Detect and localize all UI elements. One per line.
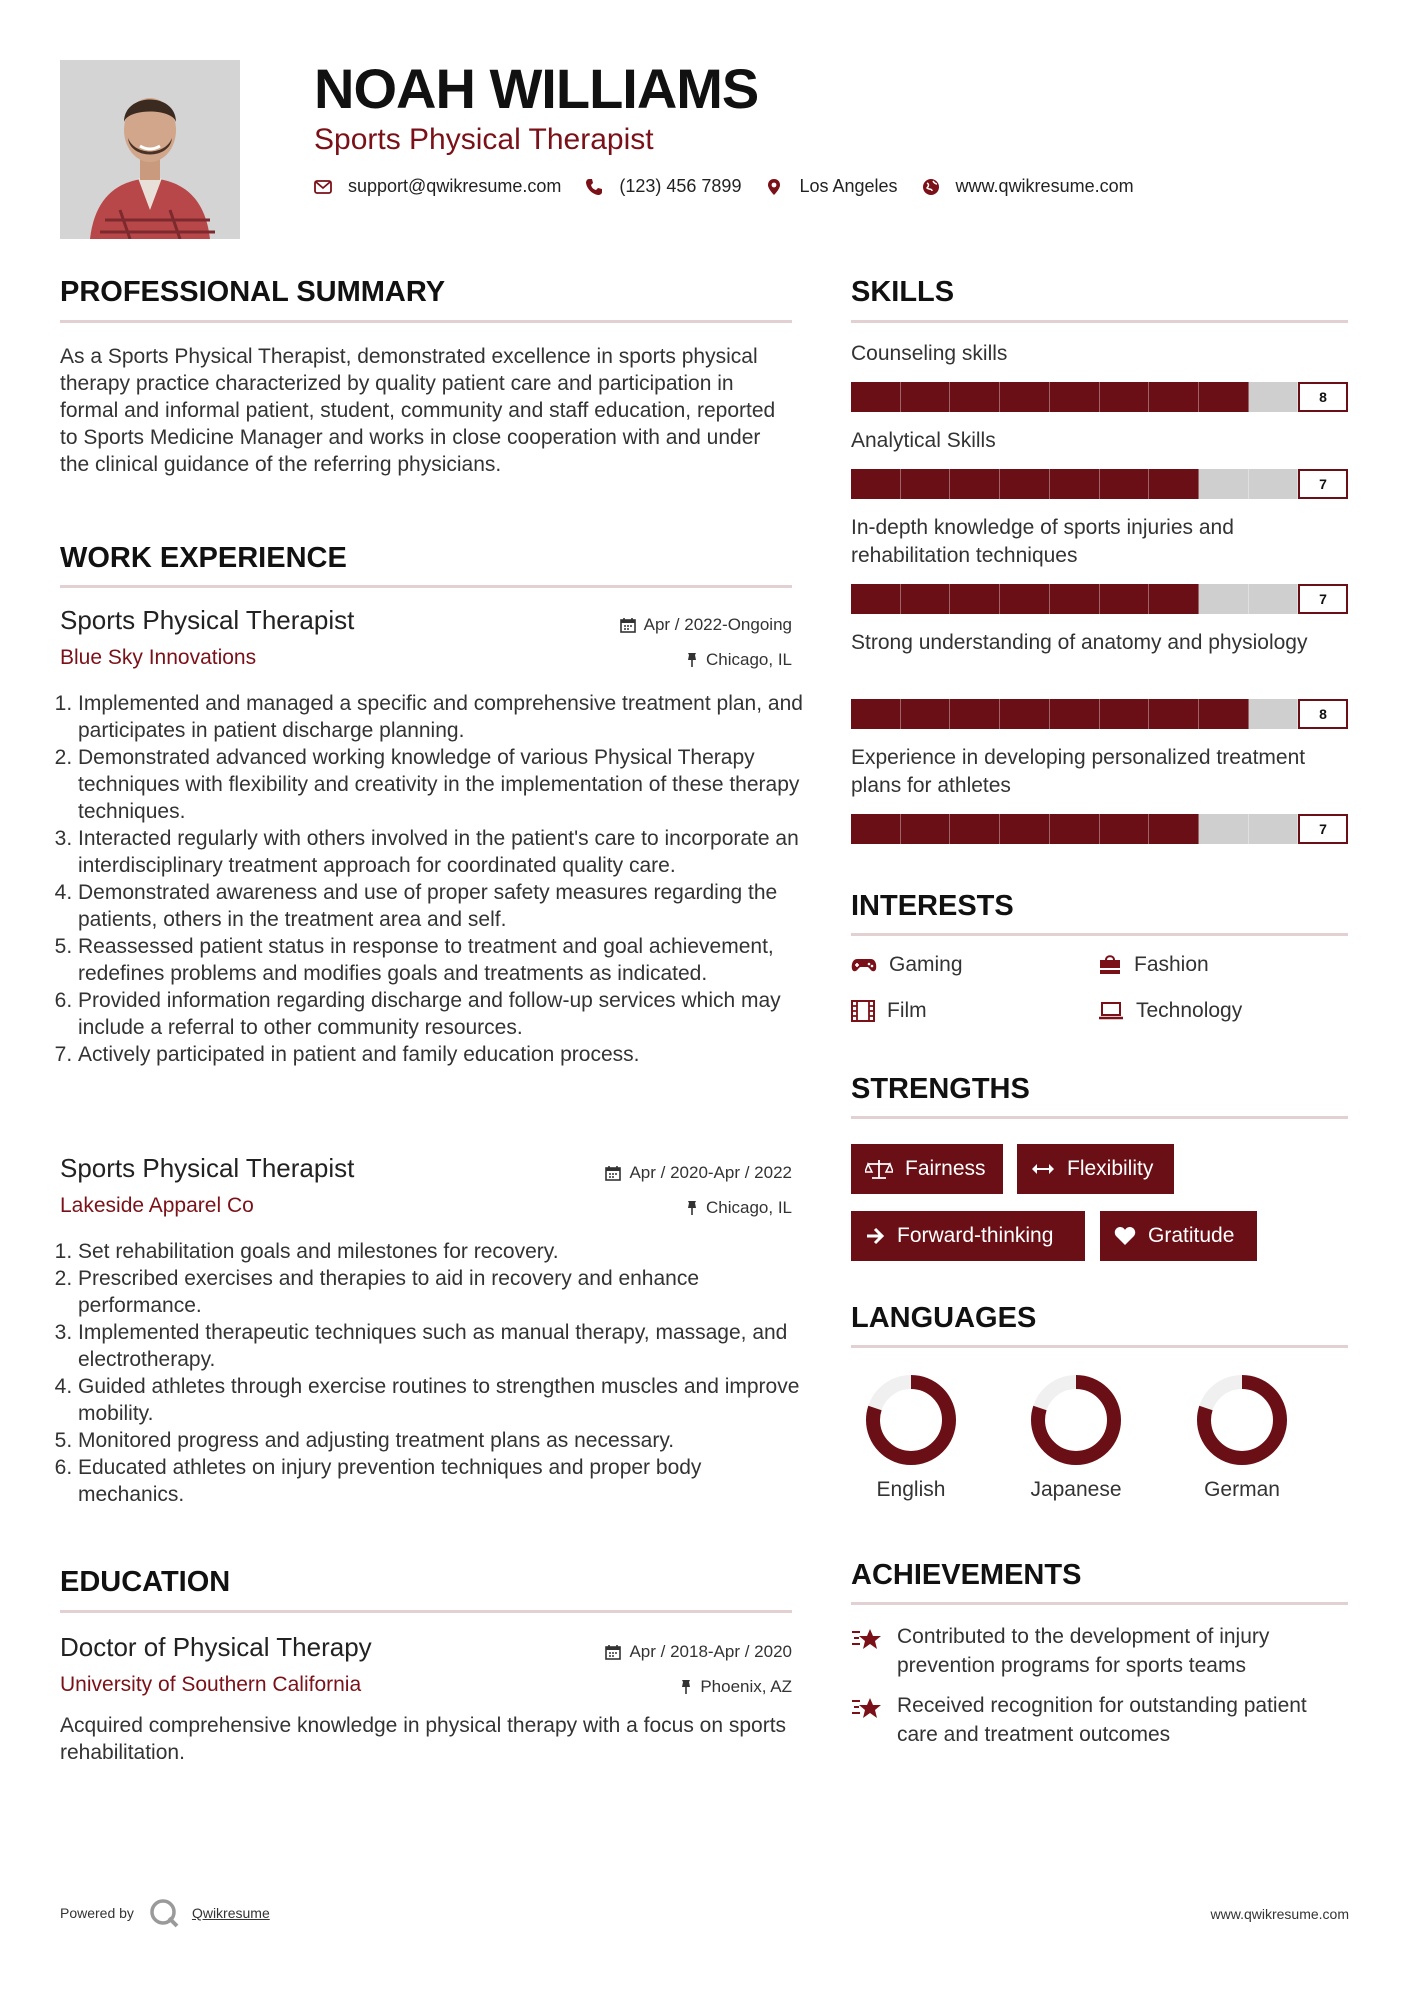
skill-bar-segment	[1100, 814, 1150, 844]
education-header	[60, 1632, 792, 1696]
experience-divider	[60, 585, 792, 588]
skill-bar-segment	[851, 699, 901, 729]
list-item: 4. Guided athletes through exercise routines to strengthen muscles and improve mobility.	[78, 1373, 810, 1427]
skill-bar-segment	[1149, 382, 1199, 412]
language-item	[851, 1370, 971, 1502]
skill-score: 7	[1298, 584, 1348, 614]
list-item: 3. Interacted regularly with others involved in the patient's care to incorporate an interdisciplinary treatment approach for coordinated quality care.	[78, 825, 810, 879]
education-heading: EDUCATION	[60, 1566, 231, 1598]
school-name: University of Southern California	[60, 1673, 362, 1696]
skill-bar-segment	[1050, 699, 1100, 729]
education-text: Acquired comprehensive knowledge in physical therapy with a focus on sports rehabilitation.	[60, 1714, 787, 1764]
strength-chip	[1100, 1211, 1257, 1261]
shooting-star-icon	[851, 1695, 883, 1721]
job-location	[686, 1198, 792, 1218]
list-item: 2. Demonstrated advanced working knowledge of various Physical Therapy techniques with flexibility and creativity in the implementation of these therapy techniques.	[78, 744, 810, 825]
skill-bar-segment	[1100, 469, 1150, 499]
pin-icon	[686, 652, 698, 668]
envelope-icon	[314, 178, 332, 196]
skill-bar-segment	[1249, 382, 1299, 412]
contact-location: Los Angeles	[799, 176, 898, 196]
list-item: 6. Educated athletes on injury prevention techniques and proper body mechanics.	[78, 1454, 810, 1508]
pin-icon	[680, 1679, 692, 1695]
skill-bar-segment	[1000, 584, 1050, 614]
profile-photo	[60, 60, 240, 239]
language-item	[1016, 1370, 1136, 1502]
list-item: 2. Prescribed exercises and therapies to aid in recovery and enhance performance.	[78, 1265, 810, 1319]
skill-item	[851, 744, 1348, 837]
skill-bar	[851, 814, 1348, 844]
language-label: English	[876, 1478, 946, 1501]
achievement-text: Received recognition for outstanding patient care and treatment outcomes	[897, 1694, 1307, 1746]
skill-item	[851, 514, 1348, 607]
language-label: Japanese	[1030, 1478, 1122, 1501]
calendar-icon	[605, 1165, 621, 1181]
strength-chip	[1017, 1144, 1174, 1194]
achievement-row	[851, 1622, 1348, 1680]
education-divider	[60, 1610, 792, 1613]
language-item	[1182, 1370, 1302, 1502]
skill-bar-segment	[1249, 469, 1299, 499]
skill-item	[851, 340, 1348, 405]
phone-icon	[585, 178, 603, 196]
shooting-star-icon	[851, 1626, 883, 1652]
calendar-icon	[605, 1644, 621, 1660]
powered-by-label: Powered by	[60, 1905, 134, 1921]
skill-item	[851, 427, 1348, 492]
education-dates-text: Apr / 2018-Apr / 2020	[629, 1642, 792, 1661]
interest-label: Film	[887, 999, 927, 1022]
summary-divider	[60, 320, 792, 323]
achievement-text: Contributed to the development of injury prevention programs for sports teams	[897, 1625, 1270, 1677]
skill-score: 7	[1298, 469, 1348, 499]
strength-chip	[851, 1211, 1085, 1261]
job-location	[686, 650, 792, 670]
skill-bar-segment	[851, 814, 901, 844]
list-item: 1. Implemented and managed a specific and comprehensive treatment plan, and participates in patient discharge planning.	[78, 690, 810, 744]
languages-divider	[851, 1345, 1348, 1348]
strength-label: Forward-thinking	[897, 1224, 1054, 1247]
job-dates	[605, 1163, 792, 1183]
list-item: 4. Demonstrated awareness and use of proper safety measures regarding the patients, others in the treatment area and self.	[78, 879, 810, 933]
skill-bar-segment	[1050, 382, 1100, 412]
strength-label: Fairness	[905, 1157, 986, 1180]
degree-title: Doctor of Physical Therapy	[60, 1632, 372, 1662]
interest-item	[851, 953, 963, 977]
skill-bar-segment	[950, 699, 1000, 729]
skill-bar-segment	[1149, 699, 1199, 729]
skill-bar-segment	[1000, 814, 1050, 844]
job-title: Sports Physical Therapist	[60, 1153, 355, 1183]
skill-bar-segment	[901, 469, 951, 499]
education-dates	[605, 1642, 792, 1662]
skill-score: 8	[1298, 699, 1348, 729]
strength-label: Flexibility	[1067, 1157, 1154, 1180]
film-icon	[851, 1000, 875, 1022]
job-bullets	[60, 1238, 810, 1508]
skill-item	[851, 629, 1348, 722]
skill-label: Strong understanding of anatomy and physiology	[851, 631, 1308, 654]
job-dates-text: Apr / 2022-Ongoing	[643, 615, 792, 634]
job-location-text: Chicago, IL	[706, 650, 792, 669]
interest-item	[1098, 953, 1209, 977]
list-item: 3. Implemented therapeutic techniques such as manual therapy, massage, and electrotherapy.	[78, 1319, 810, 1373]
laptop-icon	[1098, 1001, 1124, 1021]
skill-bar-segment	[1149, 469, 1199, 499]
list-item: 5. Reassessed patient status in response to treatment and goal achievement, redefines problems and modifies goals and treatments as indicated.	[78, 933, 810, 987]
skill-bar-segment	[851, 469, 901, 499]
footer-powered-by	[60, 1898, 270, 1928]
balance-scale-icon	[865, 1158, 893, 1180]
skill-label: Experience in developing personalized treatment plans for athletes	[851, 746, 1306, 797]
job-dates	[620, 615, 792, 635]
achievements-divider	[851, 1602, 1348, 1605]
skill-bar-segment	[950, 469, 1000, 499]
skill-bar-segment	[1050, 814, 1100, 844]
gamepad-icon	[851, 956, 877, 974]
skill-bar	[851, 382, 1348, 412]
contact-email[interactable]: support@qwikresume.com	[348, 176, 562, 196]
list-item: 7. Actively participated in patient and family education process.	[78, 1041, 810, 1068]
job-company: Blue Sky Innovations	[60, 646, 257, 669]
skill-bar-segment	[1249, 584, 1299, 614]
skill-bar-segment	[1149, 584, 1199, 614]
skill-bar-segment	[1000, 699, 1050, 729]
skill-bar-segment	[1249, 699, 1299, 729]
candidate-name: NOAH WILLIAMS	[314, 57, 759, 120]
contact-phone: (123) 456 7899	[619, 176, 742, 196]
skill-label: Analytical Skills	[851, 429, 996, 452]
contact-row	[314, 176, 1158, 197]
skill-bar-segment	[1100, 584, 1150, 614]
interests-divider	[851, 933, 1348, 936]
job-location-text: Chicago, IL	[706, 1198, 792, 1217]
job-header	[60, 605, 792, 669]
skill-label: In-depth knowledge of sports injuries and rehabilitation techniques	[851, 516, 1234, 567]
job-dates-text: Apr / 2020-Apr / 2022	[629, 1163, 792, 1182]
skill-bar-segment	[1199, 584, 1249, 614]
interest-label: Technology	[1136, 999, 1243, 1022]
list-item: 6. Provided information regarding discharge and follow-up services which may include a referral to other community resources.	[78, 987, 810, 1041]
skill-bar-segment	[1050, 584, 1100, 614]
strengths-divider	[851, 1116, 1348, 1119]
strength-chip	[851, 1144, 1003, 1194]
skill-bar-segment	[1100, 699, 1150, 729]
skill-bar-segment	[1000, 469, 1050, 499]
candidate-role: Sports Physical Therapist	[314, 123, 654, 156]
job-title: Sports Physical Therapist	[60, 605, 355, 635]
interest-label: Fashion	[1134, 953, 1209, 976]
strength-label: Gratitude	[1148, 1224, 1235, 1247]
skill-bar-segment	[901, 699, 951, 729]
map-pin-icon	[765, 178, 783, 196]
job-company: Lakeside Apparel Co	[60, 1194, 254, 1217]
qwikresume-logo-icon	[148, 1898, 182, 1928]
qwikresume-link[interactable]: Qwikresume	[191, 1905, 270, 1921]
languages-heading: LANGUAGES	[851, 1302, 1037, 1334]
experience-heading: WORK EXPERIENCE	[60, 542, 347, 574]
arrows-horizontal-icon	[1031, 1162, 1055, 1176]
arrow-right-icon	[865, 1226, 885, 1246]
shopping-bag-icon	[1098, 954, 1122, 976]
job-bullets	[60, 690, 810, 1068]
skill-bar-segment	[1199, 699, 1249, 729]
list-item: 1. Set rehabilitation goals and milestones for recovery.	[78, 1238, 810, 1265]
job-header	[60, 1153, 792, 1217]
skill-bar-segment	[1100, 382, 1150, 412]
skill-bar-segment	[1149, 814, 1199, 844]
skill-bar-segment	[950, 584, 1000, 614]
skill-bar	[851, 469, 1348, 499]
skill-score: 7	[1298, 814, 1348, 844]
skill-bar-segment	[1199, 814, 1249, 844]
achievements-heading: ACHIEVEMENTS	[851, 1559, 1082, 1591]
skill-bar-segment	[1199, 382, 1249, 412]
skill-bar-segment	[851, 382, 901, 412]
skill-label: Counseling skills	[851, 342, 1008, 365]
skill-bar-segment	[950, 382, 1000, 412]
interests-heading: INTERESTS	[851, 890, 1014, 922]
skill-bar-segment	[1249, 814, 1299, 844]
skill-bar-segment	[1199, 469, 1249, 499]
skill-bar	[851, 699, 1348, 729]
achievement-row	[851, 1691, 1348, 1749]
summary-heading: PROFESSIONAL SUMMARY	[60, 276, 446, 308]
strengths-heading: STRENGTHS	[851, 1073, 1030, 1105]
education-location	[680, 1677, 792, 1697]
interest-item	[1098, 999, 1242, 1023]
skill-bar-segment	[1050, 469, 1100, 499]
skill-bar-segment	[950, 814, 1000, 844]
footer-site[interactable]: www.qwikresume.com	[1210, 1906, 1349, 1922]
education-location-text: Phoenix, AZ	[700, 1677, 792, 1696]
summary-text: As a Sports Physical Therapist, demonstrated excellence in sports physical therapy practice characterized by quality patient care and participation in formal and informal patient, student, community and staff education, reported to Sports Medicine Manager and works in close cooperation with and under the clinical guidance of the referring physicians.	[60, 345, 776, 476]
heart-icon	[1114, 1226, 1136, 1246]
interest-item	[851, 999, 927, 1023]
language-label: German	[1204, 1478, 1280, 1501]
skills-heading: SKILLS	[851, 276, 955, 308]
skill-score: 8	[1298, 382, 1348, 412]
skills-divider	[851, 320, 1348, 323]
skill-bar-segment	[901, 584, 951, 614]
skill-bar-segment	[901, 382, 951, 412]
skill-bar-segment	[1000, 382, 1050, 412]
interest-label: Gaming	[889, 953, 963, 976]
globe-icon	[922, 178, 940, 196]
list-item: 5. Monitored progress and adjusting treatment plans as necessary.	[78, 1427, 810, 1454]
contact-website[interactable]: www.qwikresume.com	[955, 176, 1134, 196]
calendar-icon	[620, 617, 636, 633]
skill-bar-segment	[851, 584, 901, 614]
pin-icon	[686, 1200, 698, 1216]
skill-bar-segment	[901, 814, 951, 844]
skill-bar	[851, 584, 1348, 614]
